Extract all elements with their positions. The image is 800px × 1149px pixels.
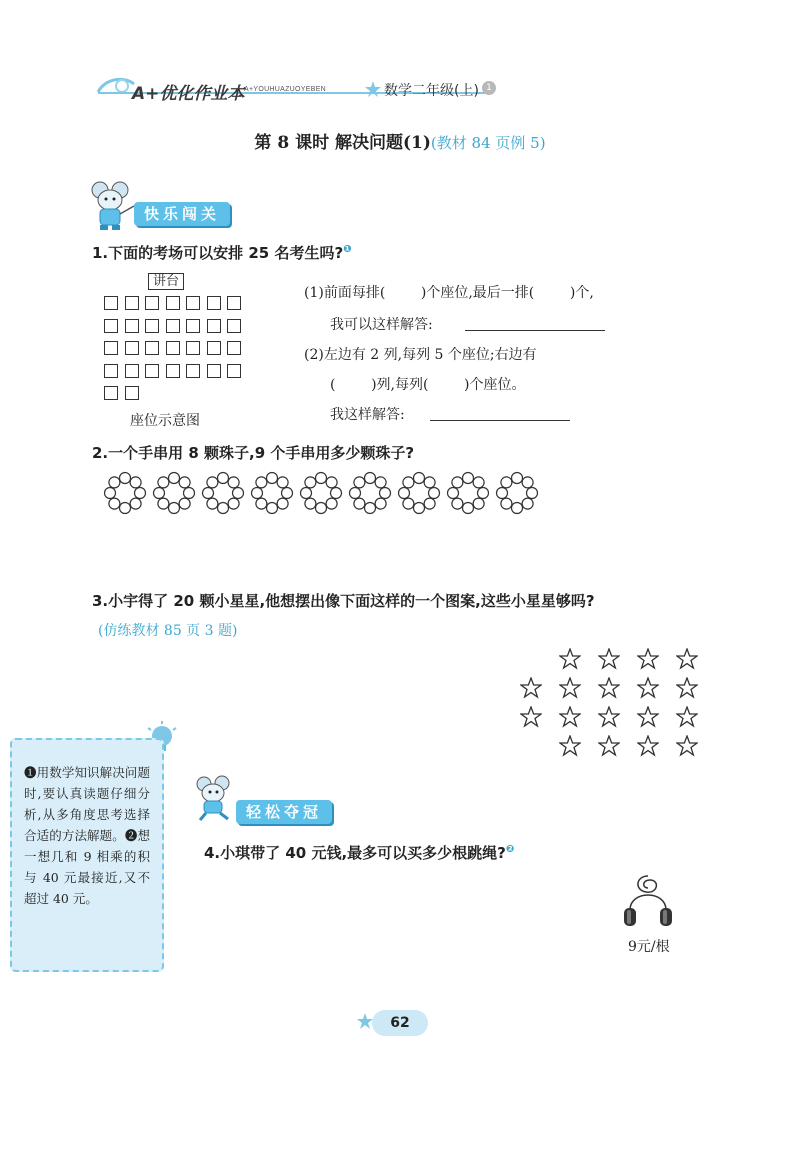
bead — [512, 473, 523, 484]
bead — [463, 473, 474, 484]
q3-text: 3.小宇得了 20 颗小星星,他想摆出像下面这样的一个图案,这些小星星够吗? — [92, 592, 595, 610]
seat — [104, 296, 118, 310]
bead — [120, 473, 131, 484]
seat — [166, 341, 180, 355]
star-icon — [559, 677, 581, 699]
page-title — [0, 128, 800, 153]
bead — [350, 488, 361, 499]
bead — [403, 477, 414, 488]
bracelet-icon — [445, 470, 491, 516]
q1-answer-line1[interactable] — [465, 314, 605, 331]
bead — [448, 488, 459, 499]
q1-line4: ( )列,每列( )个座位。 — [330, 377, 526, 393]
bead — [414, 473, 425, 484]
bead — [473, 477, 484, 488]
bead — [252, 488, 263, 499]
bracelet-icon — [396, 470, 442, 516]
bead — [424, 477, 435, 488]
seat — [186, 341, 200, 355]
seat — [227, 296, 241, 310]
q3-note: (仿练教材 85 页 3 题) — [98, 623, 238, 639]
bead — [158, 477, 169, 488]
bead — [326, 477, 337, 488]
bead — [326, 498, 337, 509]
seat — [207, 296, 221, 310]
bead — [424, 498, 435, 509]
bead — [169, 503, 180, 514]
seat — [207, 341, 221, 355]
bead — [501, 477, 512, 488]
bead — [316, 473, 327, 484]
seat — [145, 296, 159, 310]
star-icon — [598, 648, 620, 670]
bracelet-icon — [494, 470, 540, 516]
star-icon — [598, 735, 620, 757]
seat — [104, 386, 118, 400]
bead — [497, 488, 508, 499]
bead — [522, 477, 533, 488]
running-mouse-icon — [192, 774, 238, 826]
star-icon — [559, 735, 581, 757]
section-banner-happy: 快乐闯关 — [134, 202, 230, 226]
volume-badge: 1 — [482, 81, 496, 95]
bead — [375, 498, 386, 509]
bead — [380, 488, 391, 499]
bracelet-icon — [298, 470, 344, 516]
bead — [277, 498, 288, 509]
q1-line2: 我可以这样解答: — [330, 317, 433, 333]
q4-text: 4.小琪带了 40 元钱,最多可以买多少根跳绳?$^❷$ — [204, 844, 515, 862]
seat — [125, 386, 139, 400]
seat — [125, 319, 139, 333]
star-icon — [637, 735, 659, 757]
diagram-caption: 座位示意图 — [130, 413, 200, 429]
bead — [135, 488, 146, 499]
mouse-mascot-icon — [86, 180, 136, 236]
q1-line5: 我这样解答: — [330, 407, 405, 423]
bead — [233, 488, 244, 499]
bead — [256, 498, 267, 509]
q1-text: 1.下面的考场可以安排 25 名考生吗?$^❶$ — [92, 244, 352, 262]
bead — [154, 488, 165, 499]
bead — [218, 503, 229, 514]
seat — [145, 364, 159, 378]
bracelet-icon — [200, 470, 246, 516]
bead — [354, 477, 365, 488]
bead — [228, 498, 239, 509]
bracelet-icon — [347, 470, 393, 516]
bead — [184, 488, 195, 499]
bead — [218, 473, 229, 484]
bead — [354, 498, 365, 509]
bead — [267, 473, 278, 484]
seat — [125, 341, 139, 355]
bead — [179, 477, 190, 488]
seat — [145, 341, 159, 355]
bead — [179, 498, 190, 509]
bracelet-icon — [151, 470, 197, 516]
seat — [227, 364, 241, 378]
q1-line3: (2)左边有 2 列,每列 5 个座位;右边有 — [304, 347, 537, 363]
bead — [452, 498, 463, 509]
bead — [452, 477, 463, 488]
seat — [104, 364, 118, 378]
star-icon — [520, 706, 542, 728]
q1-line1: (1)前面每排( )个座位,最后一排( )个, — [304, 285, 594, 301]
bead — [207, 477, 218, 488]
bead — [120, 503, 131, 514]
bead — [375, 477, 386, 488]
bead — [429, 488, 440, 499]
seat — [166, 364, 180, 378]
bead — [130, 477, 141, 488]
bracelet-icon — [102, 470, 148, 516]
seat — [166, 319, 180, 333]
bead — [365, 503, 376, 514]
star-icon — [637, 677, 659, 699]
bead — [399, 488, 410, 499]
bead — [501, 498, 512, 509]
bracelet-icon — [249, 470, 295, 516]
bead — [473, 498, 484, 509]
bead — [277, 477, 288, 488]
header-logo: A+优化作业本 — [132, 84, 245, 104]
star-icon — [676, 677, 698, 699]
bead — [478, 488, 489, 499]
bead — [512, 503, 523, 514]
bead — [305, 498, 316, 509]
star-icon — [676, 735, 698, 757]
seat — [207, 319, 221, 333]
bead — [109, 477, 120, 488]
seat — [145, 319, 159, 333]
bead — [522, 498, 533, 509]
seat — [166, 296, 180, 310]
seat — [207, 364, 221, 378]
bead — [130, 498, 141, 509]
bead — [256, 477, 267, 488]
bead — [305, 477, 316, 488]
bead — [316, 503, 327, 514]
q1-answer-line2[interactable] — [430, 404, 570, 421]
q2-text: 2.一个手串用 8 颗珠子,9 个手串用多少颗珠子? — [92, 444, 415, 462]
star-icon — [598, 706, 620, 728]
header-swoosh-icon — [96, 74, 136, 102]
bead — [228, 477, 239, 488]
section-banner-easy: 轻松夺冠 — [236, 800, 332, 824]
star-icon — [598, 677, 620, 699]
jump-rope-icon — [616, 870, 680, 936]
seat — [227, 319, 241, 333]
title-main: 第 8 课时 解决问题(1) — [254, 133, 431, 153]
q1-tip-mark: ❶ — [343, 244, 352, 255]
bead — [203, 488, 214, 499]
star-icon — [637, 648, 659, 670]
jump-rope-price: 9元/根 — [628, 939, 670, 955]
seat — [186, 319, 200, 333]
star-icon — [637, 706, 659, 728]
bead — [463, 503, 474, 514]
bead — [207, 498, 218, 509]
star-icon — [559, 648, 581, 670]
bead — [109, 498, 120, 509]
seat — [125, 296, 139, 310]
bead — [527, 488, 538, 499]
bead — [282, 488, 293, 499]
header-subject: 数学二年级(上) — [384, 83, 479, 99]
star-icon — [520, 677, 542, 699]
seat — [186, 364, 200, 378]
bead — [158, 498, 169, 509]
seat — [104, 319, 118, 333]
tip-text: ❶用数学知识解决问题时,要认真读题仔细分析,从多角度思考选择合适的方法解题。❷想一想几和 9 相乘的积与 40 元最接近,又不超过 40 元。 — [24, 765, 150, 906]
bead — [301, 488, 312, 499]
header-star-icon — [364, 80, 382, 102]
bead — [267, 503, 278, 514]
podium-label: 讲台 — [148, 273, 184, 290]
star-icon — [676, 706, 698, 728]
seat — [125, 364, 139, 378]
star-icon — [676, 648, 698, 670]
bead — [331, 488, 342, 499]
star-icon — [559, 706, 581, 728]
seat — [104, 341, 118, 355]
q4-tip-mark: ❷ — [505, 844, 515, 855]
bead — [414, 503, 425, 514]
bead — [169, 473, 180, 484]
bead — [403, 498, 414, 509]
page-number: 62 — [372, 1010, 428, 1036]
seat — [186, 296, 200, 310]
seat — [227, 341, 241, 355]
header-logo-sub: A+YOUHUAZUOYEBEN — [244, 86, 327, 93]
bead — [105, 488, 116, 499]
bead — [365, 473, 376, 484]
title-ref: (教材 84 页例 5) — [430, 134, 546, 152]
